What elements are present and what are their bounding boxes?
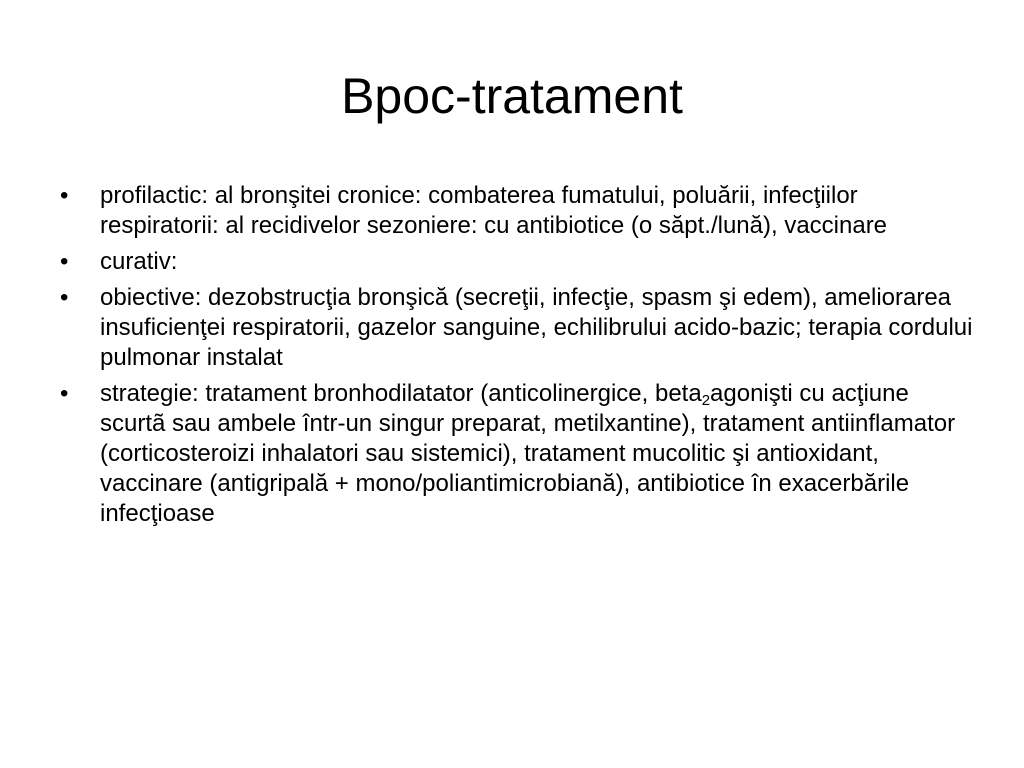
bullet-item-profilactic — [60, 181, 980, 241]
bullet-list — [60, 181, 980, 535]
bullet-text — [100, 380, 955, 527]
bullet-text-part: strategie: tratament bronhodilatator (anticolinergice, beta — [100, 380, 702, 407]
bullet-dot-icon: • — [60, 380, 69, 407]
bullet-item-curativ — [60, 247, 980, 277]
bullet-text: curativ: — [100, 248, 178, 275]
bullet-text-part: agonişti cu acţiune scurtã sau ambele într-un singur preparat, metilxantine), tratament antiinflamator (corticosteroizi inhalatori sau sistemici), tratament mucolitic şi antioxidant, vaccinare (antigripală + mono/poliantimicrobiană), antibiotice în exacerbările infecţioase — [100, 380, 956, 527]
bullet-item-obiective — [60, 283, 980, 373]
bullet-text: profilactic: al bronşitei cronice: combaterea fumatului, poluării, infecţiilor respiratorii: al recidivelor sezoniere: cu antibiotice (o săpt./lună), vaccinare — [100, 182, 888, 239]
subscript-2: 2 — [701, 392, 711, 409]
bullet-dot-icon: • — [60, 182, 69, 209]
bullet-dot-icon: • — [60, 248, 69, 275]
slide-title: Bpoc-tratament — [341, 68, 683, 124]
bullet-dot-icon: • — [60, 284, 69, 311]
bullet-text: obiective: dezobstrucţia bronşică (secreţii, infecţie, spasm şi edem), ameliorarea insuficienţei respiratorii, gazelor sanguine, echilibrului acido-bazic; terapia cordului pulmonar instalat — [100, 284, 973, 371]
bullet-item-strategie — [60, 379, 980, 529]
